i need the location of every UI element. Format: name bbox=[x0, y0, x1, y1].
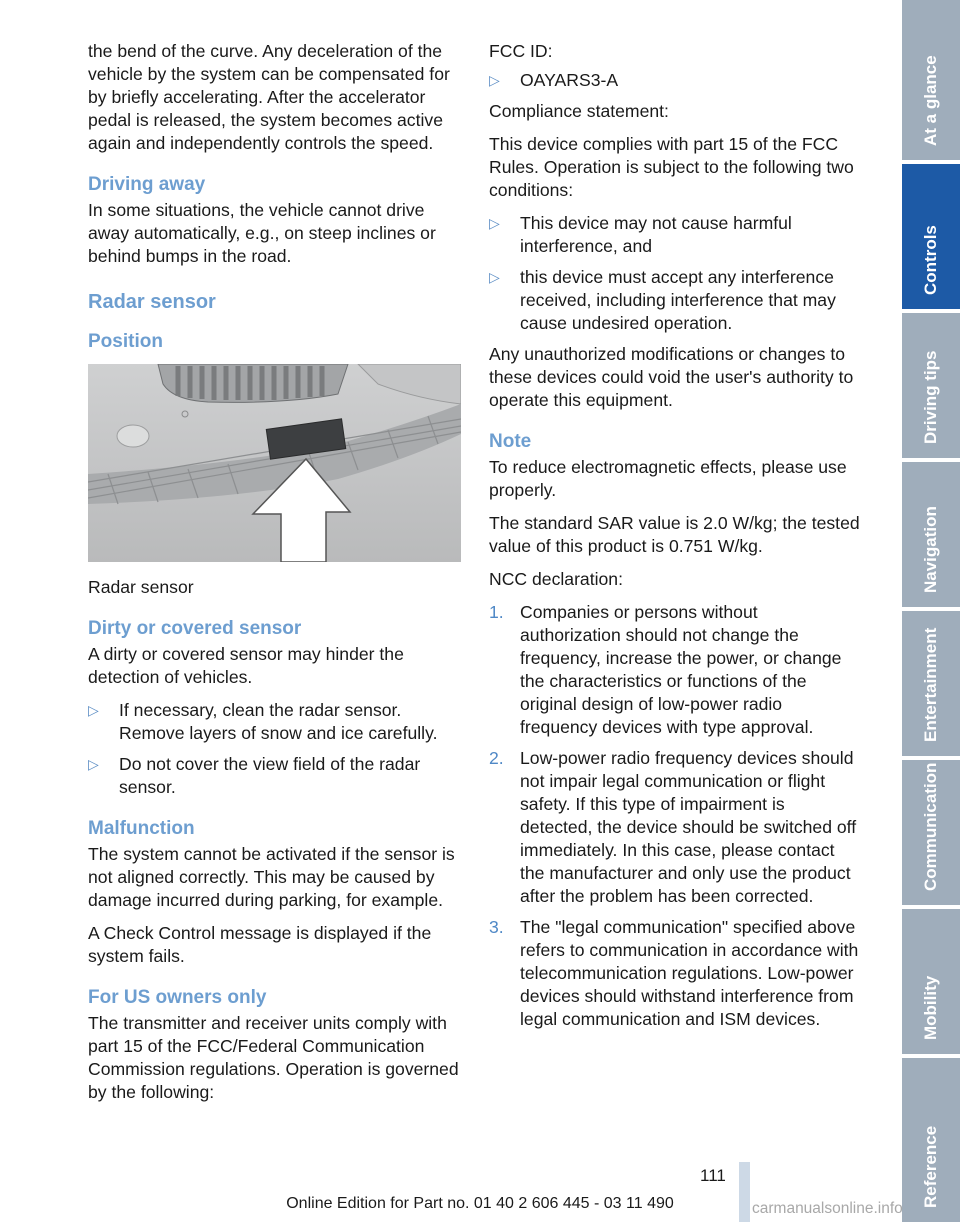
tab-navigation[interactable]: Navigation bbox=[902, 462, 960, 607]
radar-sensor-image bbox=[88, 364, 461, 562]
tab-reference[interactable]: Reference bbox=[902, 1058, 960, 1222]
list-item: 1. Companies or persons without authorization should not change the frequency, increase the power, or change the characteristics or functions of the original design of low-power radio frequency devices with type approval. bbox=[489, 602, 842, 737]
chapter-tabs bbox=[902, 0, 960, 1222]
footer-text: Online Edition for Part no. 01 40 2 606 445 - 03 11 490 bbox=[286, 1195, 674, 1212]
ncc-label: NCC declaration: bbox=[489, 569, 623, 589]
position-heading: Position bbox=[88, 331, 163, 352]
right-column bbox=[489, 40, 861, 1039]
malfunction-paragraph-1: The system cannot be activated if the sensor is not aligned correctly. This may be caused by damage incurred during parking, for example. bbox=[88, 844, 455, 910]
list-number: 1. bbox=[489, 602, 504, 622]
tab-at-a-glance[interactable]: At a glance bbox=[902, 0, 960, 160]
list-item: ▷ This device may not cause harmful interference, and bbox=[489, 213, 792, 256]
bullet-marker: ▷ bbox=[489, 215, 500, 231]
bullet-marker: ▷ bbox=[88, 702, 99, 718]
tab-entertainment[interactable]: Entertainment bbox=[902, 611, 960, 756]
tab-communication[interactable]: Communication bbox=[902, 760, 960, 905]
bullet-marker: ▷ bbox=[489, 72, 500, 88]
bullet-marker: ▷ bbox=[88, 756, 99, 772]
us-owners-heading: For US owners only bbox=[88, 987, 267, 1008]
intro-paragraph: the bend of the curve. Any deceleration of the vehicle by the system can be compensated for by briefly accelerating. After the accelerator pedal is released, the system becomes active again and independently controls the speed. bbox=[88, 41, 450, 153]
page-number-bar bbox=[739, 1162, 750, 1222]
watermark: carmanualsonline.info bbox=[752, 1200, 903, 1217]
list-number: 2. bbox=[489, 748, 504, 768]
fcc-id-list bbox=[489, 69, 861, 92]
ncc-list bbox=[489, 601, 861, 1031]
list-item: ▷ this device must accept any interference received, including interference that may cause undesired operation. bbox=[489, 267, 836, 333]
malfunction-heading: Malfunction bbox=[88, 818, 195, 839]
tab-controls[interactable]: Controls bbox=[902, 164, 960, 309]
compliance-paragraph: This device complies with part 15 of the FCC Rules. Operation is subject to the following two conditions: bbox=[489, 134, 854, 200]
page-number: 111 bbox=[700, 1166, 726, 1185]
note-heading: Note bbox=[489, 431, 532, 452]
list-item: 2. Low-power radio frequency devices should not impair legal communication or flight safety. If this type of impairment is detected, the device should be switched off immediately. In this case, please contact the manufacturer and only use the product after the problem has been corrected. bbox=[489, 748, 857, 906]
left-column bbox=[88, 40, 462, 1114]
kidney-grille bbox=[158, 364, 348, 402]
driving-away-paragraph: In some situations, the vehicle cannot drive away automatically, e.g., on steep inclines or behind bumps in the road. bbox=[88, 200, 436, 266]
list-item: ▷ If necessary, clean the radar sensor. Remove layers of snow and ice carefully. bbox=[88, 700, 438, 743]
list-item: 3. The "legal communication" specified above refers to communication in accordance with telecommunication regulations. Low-power devices should withstand interference from legal communication and ISM devices. bbox=[489, 917, 859, 1029]
sar-paragraph: The standard SAR value is 2.0 W/kg; the tested value of this product is 0.751 W/kg. bbox=[489, 513, 860, 556]
tab-driving-tips[interactable]: Driving tips bbox=[902, 313, 960, 458]
malfunction-paragraph-2: A Check Control message is displayed if the system fails. bbox=[88, 923, 432, 966]
radar-sensor-heading: Radar sensor bbox=[88, 291, 216, 313]
list-number: 3. bbox=[489, 917, 504, 937]
list-item: ▷ OAYARS3-A bbox=[489, 70, 619, 90]
bullet-marker: ▷ bbox=[489, 269, 500, 285]
us-owners-paragraph: The transmitter and receiver units comply with part 15 of the FCC/Federal Communication Commission regulations. Operation is governed by the following: bbox=[88, 1013, 459, 1102]
modifications-paragraph: Any unauthorized modifications or changes to these devices could void the user's authority to operate this equipment. bbox=[489, 344, 854, 410]
dirty-sensor-paragraph: A dirty or covered sensor may hinder the detection of vehicles. bbox=[88, 644, 404, 687]
dirty-sensor-heading: Dirty or covered sensor bbox=[88, 618, 302, 639]
figure-caption: Radar sensor bbox=[88, 577, 194, 597]
tab-mobility[interactable]: Mobility bbox=[902, 909, 960, 1054]
compliance-label: Compliance statement: bbox=[489, 101, 669, 121]
dirty-sensor-list bbox=[88, 699, 462, 799]
note-paragraph: To reduce electromagnetic effects, please use properly. bbox=[489, 457, 847, 500]
fcc-id-label: FCC ID: bbox=[489, 41, 553, 61]
driving-away-heading: Driving away bbox=[88, 174, 206, 195]
list-item: ▷ Do not cover the view field of the radar sensor. bbox=[88, 754, 421, 797]
conditions-list bbox=[489, 212, 861, 335]
